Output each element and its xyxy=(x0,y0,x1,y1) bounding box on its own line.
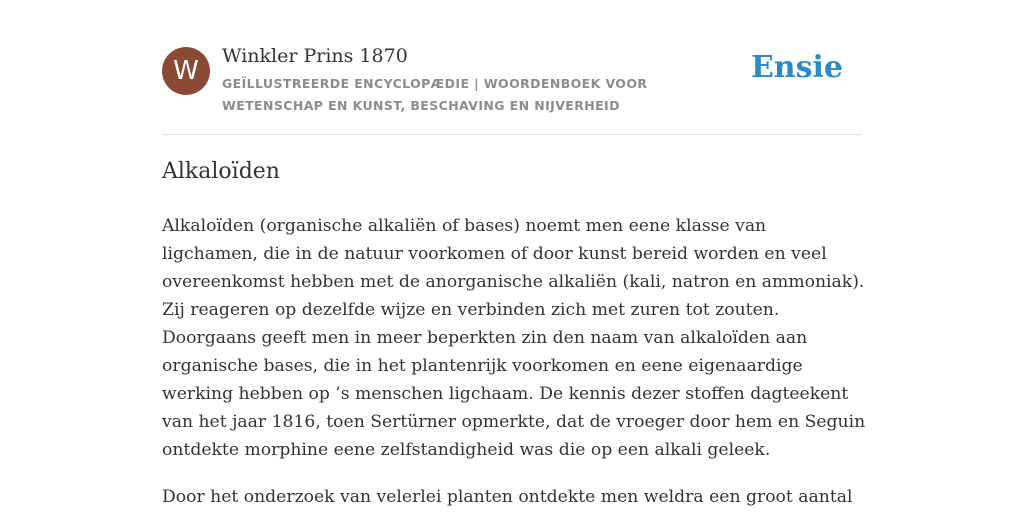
article-paragraph: Alkaloïden (organische alkaliën of bases) noemt men eene klasse van ligchamen, die in de natuur voorkomen of door kunst bereid worden en veel overeenkomst hebben met de anorganische alkaliën (kali, natron en ammoniak). Zij reageren op dezelfde wijze en verbinden zich met zuren tot zouten. Doorgaans geeft men in meer beperkten zin den naam van alkaloïden aan organische bases, die in het plantenrijk voorkomen en eene eigenaardige werking hebben op ’s menschen ligchaam. De kennis dezer stoffen dagteekent van het jaar 1816, toen Sertürner opmerkte, dat de vroeger door hem en Seguin ontdekte morphine eene zelfstandigheid was die op een alkali geleek. xyxy=(162,216,866,460)
page-container xyxy=(162,0,866,507)
article-title: Alkaloïden xyxy=(162,159,280,184)
source-subtitle: GEÏLLUSTREERDE ENCYCLOPÆDIE | WOORDENBOEK VOOR WETENSCHAP EN KUNST, BESCHAVING EN NIJVERHEID xyxy=(222,76,648,113)
source-title[interactable]: Winkler Prins 1870 xyxy=(222,45,408,67)
source-avatar[interactable]: W xyxy=(162,47,210,95)
source-header xyxy=(162,0,862,135)
article-paragraph: Door het onderzoek van velerlei planten ontdekte men weldra een groot aantal xyxy=(162,487,853,507)
ensie-logo[interactable]: Ensie xyxy=(750,50,843,85)
